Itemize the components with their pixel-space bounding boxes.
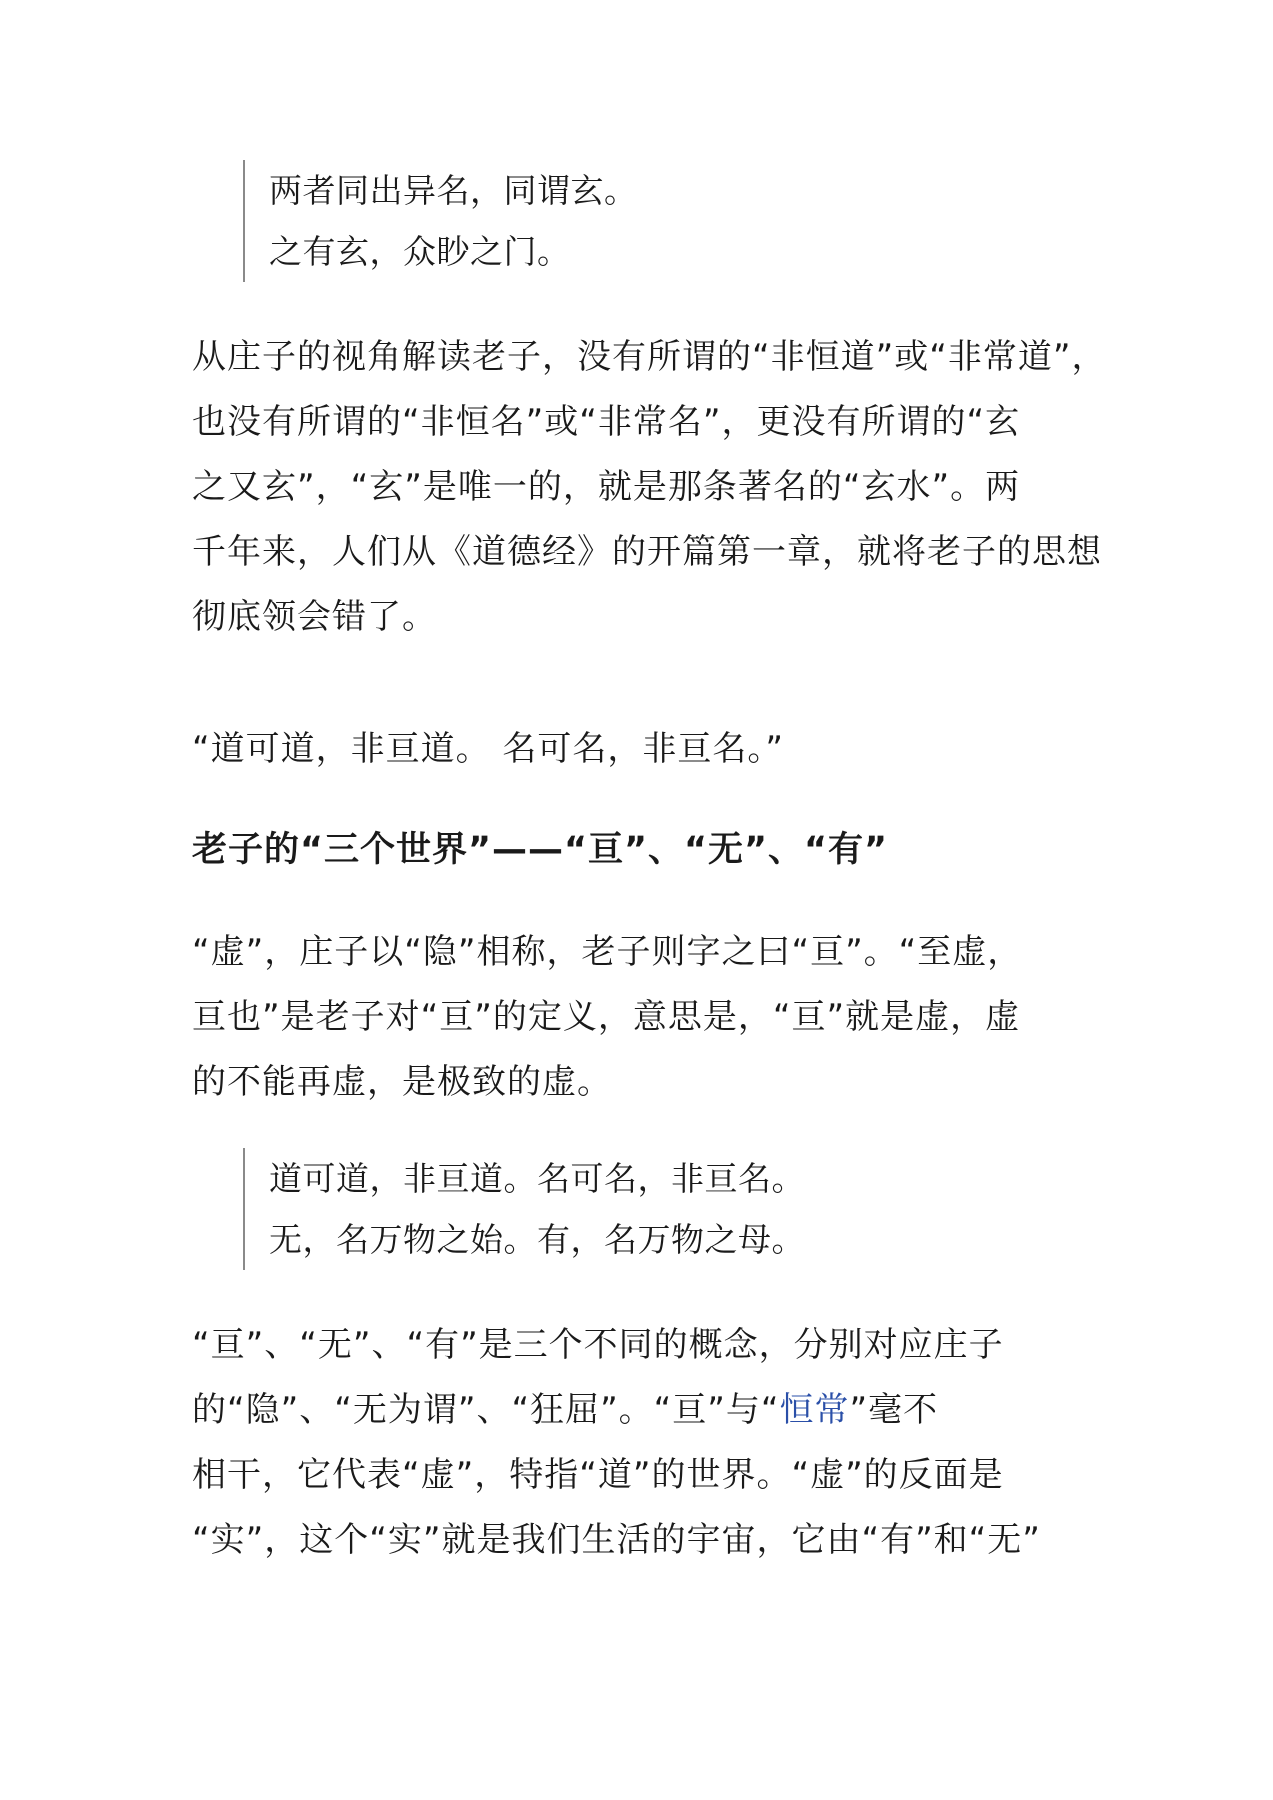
paragraph-line: “道可道，非亘道。 名可名，非亘名。” (192, 729, 785, 769)
paragraph-line: 也没有所谓的“非恒名”或“非常名”，更没有所谓的“玄 (192, 402, 1021, 442)
blockquote-2 (243, 1148, 805, 1270)
paragraph-line: 从庄子的视角解读老子，没有所谓的“非恒道”或“非常道”， (192, 337, 1107, 377)
blockquote-1 (243, 160, 638, 282)
paragraph-line (192, 1378, 1122, 1443)
paragraph-line: 亘也”是老子对“亘”的定义，意思是，“亘”就是虚，虚 (192, 997, 1021, 1037)
paragraph-4 (192, 1313, 1122, 1573)
paragraph-text: ”毫不 (849, 1390, 939, 1430)
paragraph-2 (192, 717, 1122, 782)
hyperlink-hengchang[interactable]: 恒常 (779, 1390, 850, 1430)
paragraph-line: 相干，它代表“虚”，特指“道”的世界。“虚”的反面是 (192, 1455, 1004, 1495)
paragraph-3 (192, 920, 1122, 1115)
paragraph-line: 的不能再虚，是极致的虚。 (192, 1062, 612, 1102)
paragraph-line: 之又玄”，“玄”是唯一的，就是那条著名的“玄水”。两 (192, 467, 1021, 507)
paragraph-1 (192, 325, 1122, 650)
quote-line: 两者同出异名，同谓玄。 (269, 171, 638, 210)
paragraph-line: 彻底领会错了。 (192, 597, 437, 637)
quote-line: 无，名万物之始。有，名万物之母。 (269, 1220, 805, 1259)
paragraph-line: “实”，这个“实”就是我们生活的宇宙，它由“有”和“无” (192, 1520, 1041, 1560)
paragraph-line: “亘”、“无”、“有”是三个不同的概念，分别对应庄子 (192, 1325, 1004, 1365)
paragraph-line: “虚”，庄子以“隐”相称，老子则字之曰“亘”。“至虚， (192, 932, 1023, 972)
quote-line: 道可道，非亘道。名可名，非亘名。 (269, 1159, 805, 1198)
paragraph-line: 千年来，人们从《道德经》的开篇第一章，就将老子的思想 (192, 532, 1102, 572)
quote-line: 之有玄，众眇之门。 (269, 232, 571, 271)
section-heading: 老子的“三个世界”——“亘”、“无”、“有” (192, 830, 889, 870)
paragraph-text: 的“隐”、“无为谓”、“狂屈”。“亘”与“ (192, 1390, 780, 1430)
